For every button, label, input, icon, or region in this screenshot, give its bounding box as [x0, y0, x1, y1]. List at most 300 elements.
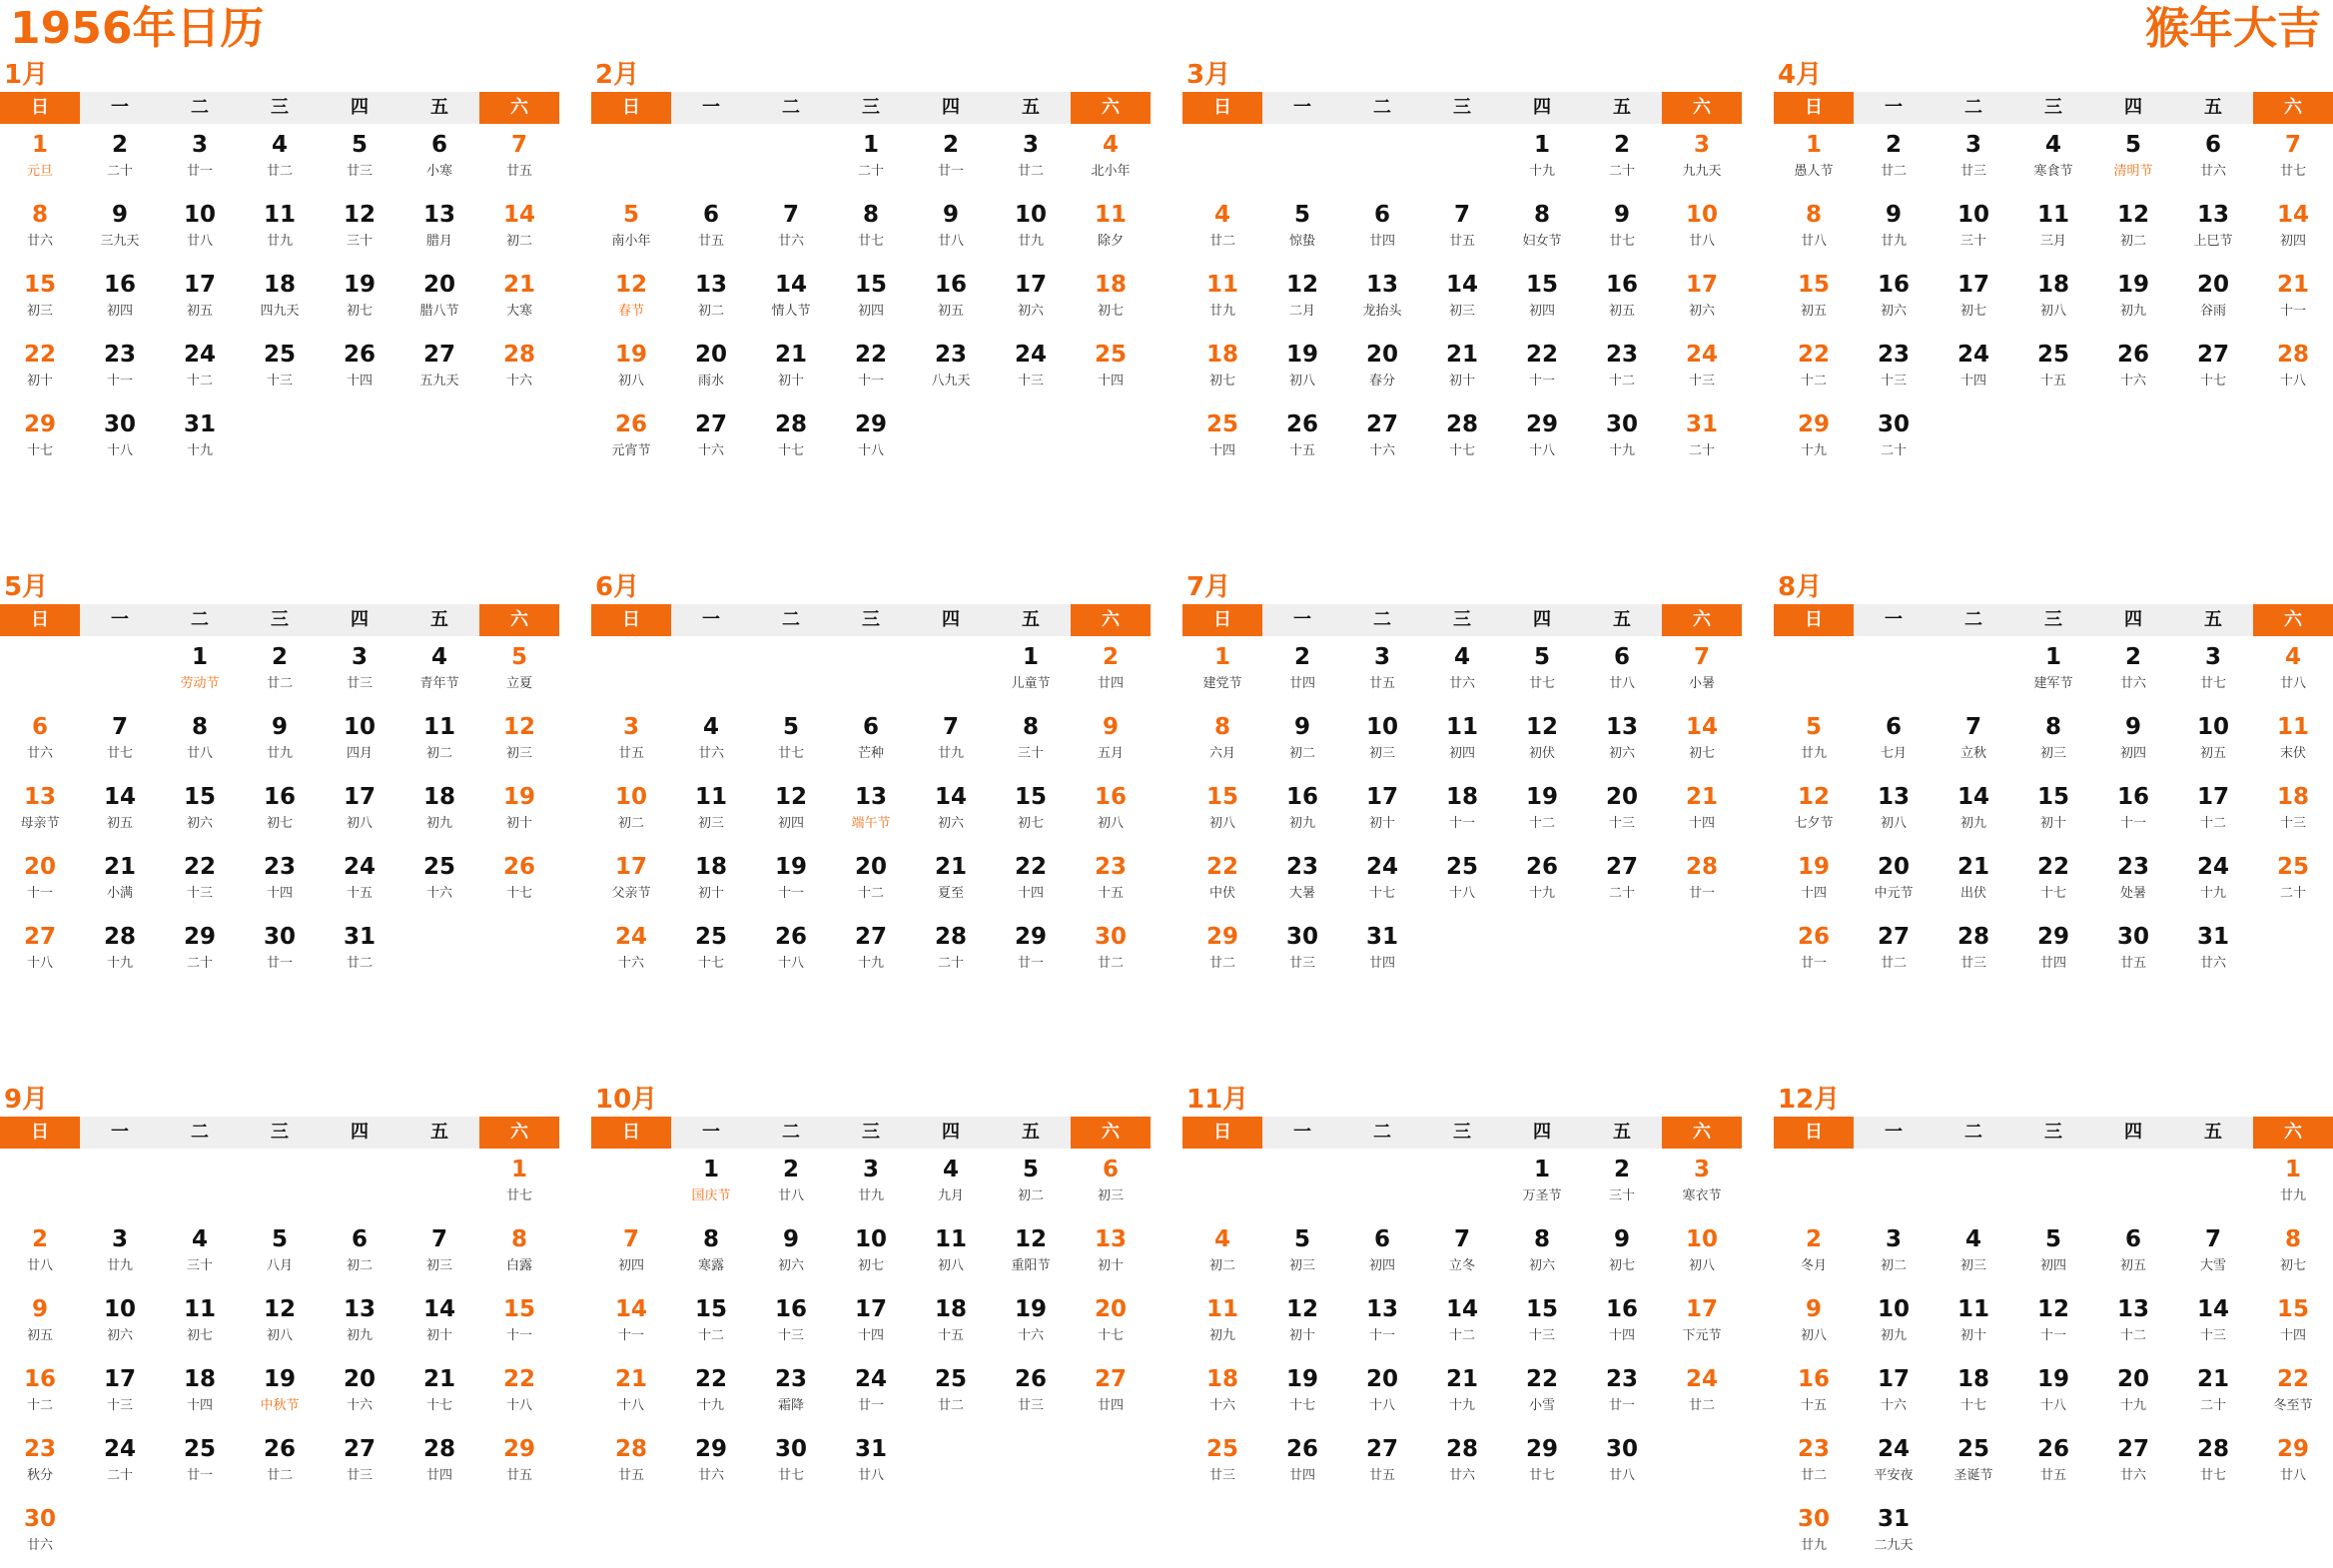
day-cell[interactable]: [0, 334, 80, 403]
day-cell[interactable]: [831, 194, 911, 264]
day-cell[interactable]: [831, 403, 911, 473]
day-cell[interactable]: [2253, 194, 2333, 264]
day-cell[interactable]: [751, 264, 831, 334]
day-cell[interactable]: [1502, 776, 1582, 846]
day-cell[interactable]: [2173, 776, 2253, 846]
day-cell[interactable]: [751, 706, 831, 776]
day-cell[interactable]: [591, 264, 671, 334]
day-cell[interactable]: [399, 846, 479, 916]
day-cell[interactable]: [160, 1428, 240, 1498]
day-cell[interactable]: [1502, 636, 1582, 706]
day-cell[interactable]: [2093, 194, 2173, 264]
day-cell[interactable]: [1774, 334, 1854, 403]
day-cell[interactable]: [2093, 846, 2173, 916]
day-cell[interactable]: [831, 916, 911, 986]
day-cell[interactable]: [591, 1428, 671, 1498]
day-cell[interactable]: [1182, 1288, 1262, 1358]
day-cell[interactable]: [1422, 1288, 1502, 1358]
day-cell[interactable]: [1262, 916, 1342, 986]
day-cell[interactable]: [240, 916, 320, 986]
day-cell[interactable]: [1854, 1288, 1934, 1358]
day-cell[interactable]: [479, 636, 559, 706]
day-cell[interactable]: [160, 403, 240, 473]
day-cell[interactable]: [1774, 1498, 1854, 1568]
day-cell[interactable]: [671, 916, 751, 986]
day-cell[interactable]: [751, 403, 831, 473]
day-cell[interactable]: [1182, 706, 1262, 776]
day-cell[interactable]: [2013, 636, 2093, 706]
day-cell[interactable]: [2093, 776, 2173, 846]
day-cell[interactable]: [2173, 1288, 2253, 1358]
day-cell[interactable]: [2253, 706, 2333, 776]
day-cell[interactable]: [2253, 334, 2333, 403]
day-cell[interactable]: [479, 1288, 559, 1358]
day-cell[interactable]: [1582, 1149, 1662, 1218]
day-cell[interactable]: [831, 124, 911, 194]
day-cell[interactable]: [479, 264, 559, 334]
day-cell[interactable]: [240, 194, 320, 264]
day-cell[interactable]: [2253, 776, 2333, 846]
day-cell[interactable]: [1422, 264, 1502, 334]
day-cell[interactable]: [1502, 1149, 1582, 1218]
day-cell[interactable]: [751, 1358, 831, 1428]
day-cell[interactable]: [1262, 194, 1342, 264]
day-cell[interactable]: [1071, 1288, 1151, 1358]
day-cell[interactable]: [1422, 636, 1502, 706]
day-cell[interactable]: [1582, 706, 1662, 776]
day-cell[interactable]: [399, 124, 479, 194]
day-cell[interactable]: [160, 636, 240, 706]
day-cell[interactable]: [1774, 264, 1854, 334]
day-cell[interactable]: [991, 916, 1071, 986]
day-cell[interactable]: [911, 706, 991, 776]
day-cell[interactable]: [2093, 334, 2173, 403]
day-cell[interactable]: [160, 776, 240, 846]
day-cell[interactable]: [991, 846, 1071, 916]
day-cell[interactable]: [1662, 334, 1742, 403]
day-cell[interactable]: [2173, 334, 2253, 403]
day-cell[interactable]: [160, 194, 240, 264]
day-cell[interactable]: [1422, 1358, 1502, 1428]
day-cell[interactable]: [2093, 124, 2173, 194]
day-cell[interactable]: [320, 1218, 399, 1288]
day-cell[interactable]: [1262, 1218, 1342, 1288]
day-cell[interactable]: [991, 1149, 1071, 1218]
day-cell[interactable]: [80, 1288, 160, 1358]
day-cell[interactable]: [1854, 916, 1934, 986]
day-cell[interactable]: [399, 636, 479, 706]
day-cell[interactable]: [240, 1218, 320, 1288]
day-cell[interactable]: [479, 1218, 559, 1288]
day-cell[interactable]: [240, 706, 320, 776]
day-cell[interactable]: [1262, 636, 1342, 706]
day-cell[interactable]: [2093, 1288, 2173, 1358]
day-cell[interactable]: [991, 124, 1071, 194]
day-cell[interactable]: [1662, 194, 1742, 264]
day-cell[interactable]: [160, 706, 240, 776]
day-cell[interactable]: [399, 334, 479, 403]
day-cell[interactable]: [240, 1358, 320, 1428]
day-cell[interactable]: [671, 776, 751, 846]
day-cell[interactable]: [831, 706, 911, 776]
day-cell[interactable]: [1182, 264, 1262, 334]
day-cell[interactable]: [1071, 1218, 1151, 1288]
day-cell[interactable]: [320, 334, 399, 403]
day-cell[interactable]: [1502, 1218, 1582, 1288]
day-cell[interactable]: [399, 1288, 479, 1358]
day-cell[interactable]: [1071, 636, 1151, 706]
day-cell[interactable]: [1422, 706, 1502, 776]
day-cell[interactable]: [1582, 1358, 1662, 1428]
day-cell[interactable]: [831, 1428, 911, 1498]
day-cell[interactable]: [2093, 1218, 2173, 1288]
day-cell[interactable]: [591, 776, 671, 846]
day-cell[interactable]: [751, 1149, 831, 1218]
day-cell[interactable]: [1854, 1218, 1934, 1288]
day-cell[interactable]: [591, 334, 671, 403]
day-cell[interactable]: [1342, 776, 1422, 846]
day-cell[interactable]: [2173, 846, 2253, 916]
day-cell[interactable]: [2173, 124, 2253, 194]
day-cell[interactable]: [1582, 1428, 1662, 1498]
day-cell[interactable]: [1182, 334, 1262, 403]
day-cell[interactable]: [1422, 334, 1502, 403]
day-cell[interactable]: [1774, 1428, 1854, 1498]
day-cell[interactable]: [1071, 706, 1151, 776]
day-cell[interactable]: [1071, 1358, 1151, 1428]
day-cell[interactable]: [1182, 403, 1262, 473]
day-cell[interactable]: [1342, 846, 1422, 916]
day-cell[interactable]: [0, 846, 80, 916]
day-cell[interactable]: [240, 846, 320, 916]
day-cell[interactable]: [1071, 776, 1151, 846]
day-cell[interactable]: [1422, 194, 1502, 264]
day-cell[interactable]: [1342, 1428, 1422, 1498]
day-cell[interactable]: [1582, 776, 1662, 846]
day-cell[interactable]: [591, 846, 671, 916]
day-cell[interactable]: [0, 706, 80, 776]
day-cell[interactable]: [1854, 1428, 1934, 1498]
day-cell[interactable]: [1774, 1358, 1854, 1428]
day-cell[interactable]: [1662, 776, 1742, 846]
day-cell[interactable]: [2013, 776, 2093, 846]
day-cell[interactable]: [2093, 1428, 2173, 1498]
day-cell[interactable]: [240, 1288, 320, 1358]
day-cell[interactable]: [1502, 1428, 1582, 1498]
day-cell[interactable]: [831, 1149, 911, 1218]
day-cell[interactable]: [911, 1288, 991, 1358]
day-cell[interactable]: [0, 124, 80, 194]
day-cell[interactable]: [2093, 1358, 2173, 1428]
day-cell[interactable]: [591, 1218, 671, 1288]
day-cell[interactable]: [2253, 1218, 2333, 1288]
day-cell[interactable]: [2013, 1428, 2093, 1498]
day-cell[interactable]: [0, 916, 80, 986]
day-cell[interactable]: [1262, 1358, 1342, 1428]
day-cell[interactable]: [911, 1218, 991, 1288]
day-cell[interactable]: [1854, 1498, 1934, 1568]
day-cell[interactable]: [991, 264, 1071, 334]
day-cell[interactable]: [591, 1288, 671, 1358]
day-cell[interactable]: [1774, 124, 1854, 194]
day-cell[interactable]: [160, 334, 240, 403]
day-cell[interactable]: [1182, 916, 1262, 986]
day-cell[interactable]: [320, 1428, 399, 1498]
day-cell[interactable]: [479, 1428, 559, 1498]
day-cell[interactable]: [1342, 1358, 1422, 1428]
day-cell[interactable]: [2253, 1288, 2333, 1358]
day-cell[interactable]: [671, 846, 751, 916]
day-cell[interactable]: [1502, 264, 1582, 334]
day-cell[interactable]: [479, 124, 559, 194]
day-cell[interactable]: [1854, 194, 1934, 264]
day-cell[interactable]: [1662, 846, 1742, 916]
day-cell[interactable]: [1342, 334, 1422, 403]
day-cell[interactable]: [751, 846, 831, 916]
day-cell[interactable]: [80, 706, 160, 776]
day-cell[interactable]: [240, 636, 320, 706]
day-cell[interactable]: [2253, 1149, 2333, 1218]
day-cell[interactable]: [2173, 636, 2253, 706]
day-cell[interactable]: [1934, 706, 2013, 776]
day-cell[interactable]: [1502, 1358, 1582, 1428]
day-cell[interactable]: [1662, 1358, 1742, 1428]
day-cell[interactable]: [240, 124, 320, 194]
day-cell[interactable]: [1774, 916, 1854, 986]
day-cell[interactable]: [1934, 1288, 2013, 1358]
day-cell[interactable]: [1342, 706, 1422, 776]
day-cell[interactable]: [751, 1428, 831, 1498]
day-cell[interactable]: [0, 776, 80, 846]
day-cell[interactable]: [80, 264, 160, 334]
day-cell[interactable]: [2013, 194, 2093, 264]
day-cell[interactable]: [1854, 1358, 1934, 1428]
day-cell[interactable]: [240, 776, 320, 846]
day-cell[interactable]: [1182, 1358, 1262, 1428]
day-cell[interactable]: [1182, 846, 1262, 916]
day-cell[interactable]: [911, 916, 991, 986]
day-cell[interactable]: [991, 334, 1071, 403]
day-cell[interactable]: [911, 194, 991, 264]
day-cell[interactable]: [2253, 1358, 2333, 1428]
day-cell[interactable]: [160, 124, 240, 194]
day-cell[interactable]: [1422, 846, 1502, 916]
day-cell[interactable]: [751, 916, 831, 986]
day-cell[interactable]: [1934, 124, 2013, 194]
day-cell[interactable]: [831, 776, 911, 846]
day-cell[interactable]: [1854, 124, 1934, 194]
day-cell[interactable]: [1502, 334, 1582, 403]
day-cell[interactable]: [991, 636, 1071, 706]
day-cell[interactable]: [160, 846, 240, 916]
day-cell[interactable]: [1582, 1218, 1662, 1288]
day-cell[interactable]: [751, 1288, 831, 1358]
day-cell[interactable]: [399, 1218, 479, 1288]
day-cell[interactable]: [831, 1288, 911, 1358]
day-cell[interactable]: [160, 1358, 240, 1428]
day-cell[interactable]: [2173, 916, 2253, 986]
day-cell[interactable]: [911, 846, 991, 916]
day-cell[interactable]: [671, 1288, 751, 1358]
day-cell[interactable]: [831, 334, 911, 403]
day-cell[interactable]: [2013, 1288, 2093, 1358]
day-cell[interactable]: [1422, 1218, 1502, 1288]
day-cell[interactable]: [0, 1218, 80, 1288]
day-cell[interactable]: [1262, 1428, 1342, 1498]
day-cell[interactable]: [479, 194, 559, 264]
day-cell[interactable]: [991, 1218, 1071, 1288]
day-cell[interactable]: [1662, 264, 1742, 334]
day-cell[interactable]: [479, 334, 559, 403]
day-cell[interactable]: [479, 846, 559, 916]
day-cell[interactable]: [671, 264, 751, 334]
day-cell[interactable]: [1262, 846, 1342, 916]
day-cell[interactable]: [2013, 264, 2093, 334]
day-cell[interactable]: [320, 1358, 399, 1428]
day-cell[interactable]: [320, 264, 399, 334]
day-cell[interactable]: [2253, 1428, 2333, 1498]
day-cell[interactable]: [2093, 916, 2173, 986]
day-cell[interactable]: [1262, 776, 1342, 846]
day-cell[interactable]: [1582, 846, 1662, 916]
day-cell[interactable]: [399, 1358, 479, 1428]
day-cell[interactable]: [1071, 1149, 1151, 1218]
day-cell[interactable]: [1422, 1428, 1502, 1498]
day-cell[interactable]: [671, 1149, 751, 1218]
day-cell[interactable]: [751, 194, 831, 264]
day-cell[interactable]: [1071, 194, 1151, 264]
day-cell[interactable]: [1071, 846, 1151, 916]
day-cell[interactable]: [80, 846, 160, 916]
day-cell[interactable]: [591, 403, 671, 473]
day-cell[interactable]: [0, 403, 80, 473]
day-cell[interactable]: [1854, 776, 1934, 846]
day-cell[interactable]: [0, 1428, 80, 1498]
day-cell[interactable]: [671, 334, 751, 403]
day-cell[interactable]: [1182, 776, 1262, 846]
day-cell[interactable]: [399, 776, 479, 846]
day-cell[interactable]: [1342, 1218, 1422, 1288]
day-cell[interactable]: [1854, 846, 1934, 916]
day-cell[interactable]: [1662, 124, 1742, 194]
day-cell[interactable]: [1774, 776, 1854, 846]
day-cell[interactable]: [2173, 194, 2253, 264]
day-cell[interactable]: [2173, 264, 2253, 334]
day-cell[interactable]: [1774, 403, 1854, 473]
day-cell[interactable]: [1774, 194, 1854, 264]
day-cell[interactable]: [80, 1428, 160, 1498]
day-cell[interactable]: [1582, 403, 1662, 473]
day-cell[interactable]: [479, 1358, 559, 1428]
day-cell[interactable]: [240, 264, 320, 334]
day-cell[interactable]: [1262, 264, 1342, 334]
day-cell[interactable]: [2013, 124, 2093, 194]
day-cell[interactable]: [1582, 1288, 1662, 1358]
day-cell[interactable]: [911, 1149, 991, 1218]
day-cell[interactable]: [991, 776, 1071, 846]
day-cell[interactable]: [1662, 1149, 1742, 1218]
day-cell[interactable]: [1934, 916, 2013, 986]
day-cell[interactable]: [751, 1218, 831, 1288]
day-cell[interactable]: [1262, 706, 1342, 776]
day-cell[interactable]: [399, 1428, 479, 1498]
day-cell[interactable]: [1182, 194, 1262, 264]
day-cell[interactable]: [1342, 194, 1422, 264]
day-cell[interactable]: [911, 1358, 991, 1428]
day-cell[interactable]: [2253, 124, 2333, 194]
day-cell[interactable]: [911, 264, 991, 334]
day-cell[interactable]: [240, 334, 320, 403]
day-cell[interactable]: [1934, 846, 2013, 916]
day-cell[interactable]: [2173, 1218, 2253, 1288]
day-cell[interactable]: [160, 264, 240, 334]
day-cell[interactable]: [320, 194, 399, 264]
day-cell[interactable]: [2173, 1428, 2253, 1498]
day-cell[interactable]: [991, 706, 1071, 776]
day-cell[interactable]: [1582, 636, 1662, 706]
day-cell[interactable]: [1342, 916, 1422, 986]
day-cell[interactable]: [2253, 846, 2333, 916]
day-cell[interactable]: [751, 776, 831, 846]
day-cell[interactable]: [1182, 1218, 1262, 1288]
day-cell[interactable]: [2093, 264, 2173, 334]
day-cell[interactable]: [991, 1358, 1071, 1428]
day-cell[interactable]: [1934, 194, 2013, 264]
day-cell[interactable]: [1854, 264, 1934, 334]
day-cell[interactable]: [1182, 1428, 1262, 1498]
day-cell[interactable]: [1071, 124, 1151, 194]
day-cell[interactable]: [2013, 916, 2093, 986]
day-cell[interactable]: [1854, 403, 1934, 473]
day-cell[interactable]: [320, 776, 399, 846]
day-cell[interactable]: [320, 1288, 399, 1358]
day-cell[interactable]: [671, 194, 751, 264]
day-cell[interactable]: [1854, 706, 1934, 776]
day-cell[interactable]: [80, 334, 160, 403]
day-cell[interactable]: [2013, 1218, 2093, 1288]
day-cell[interactable]: [1262, 1288, 1342, 1358]
day-cell[interactable]: [671, 1358, 751, 1428]
day-cell[interactable]: [2253, 264, 2333, 334]
day-cell[interactable]: [831, 846, 911, 916]
day-cell[interactable]: [0, 194, 80, 264]
day-cell[interactable]: [1582, 124, 1662, 194]
day-cell[interactable]: [591, 194, 671, 264]
day-cell[interactable]: [591, 916, 671, 986]
day-cell[interactable]: [991, 1288, 1071, 1358]
day-cell[interactable]: [911, 776, 991, 846]
day-cell[interactable]: [320, 706, 399, 776]
day-cell[interactable]: [399, 264, 479, 334]
day-cell[interactable]: [240, 1428, 320, 1498]
day-cell[interactable]: [1934, 1218, 2013, 1288]
day-cell[interactable]: [479, 776, 559, 846]
day-cell[interactable]: [80, 194, 160, 264]
day-cell[interactable]: [2093, 636, 2173, 706]
day-cell[interactable]: [1342, 403, 1422, 473]
day-cell[interactable]: [1774, 1288, 1854, 1358]
day-cell[interactable]: [320, 636, 399, 706]
day-cell[interactable]: [1774, 1218, 1854, 1288]
day-cell[interactable]: [1342, 264, 1422, 334]
day-cell[interactable]: [399, 194, 479, 264]
day-cell[interactable]: [911, 334, 991, 403]
day-cell[interactable]: [591, 1358, 671, 1428]
day-cell[interactable]: [911, 124, 991, 194]
day-cell[interactable]: [591, 706, 671, 776]
day-cell[interactable]: [1582, 334, 1662, 403]
day-cell[interactable]: [160, 1218, 240, 1288]
